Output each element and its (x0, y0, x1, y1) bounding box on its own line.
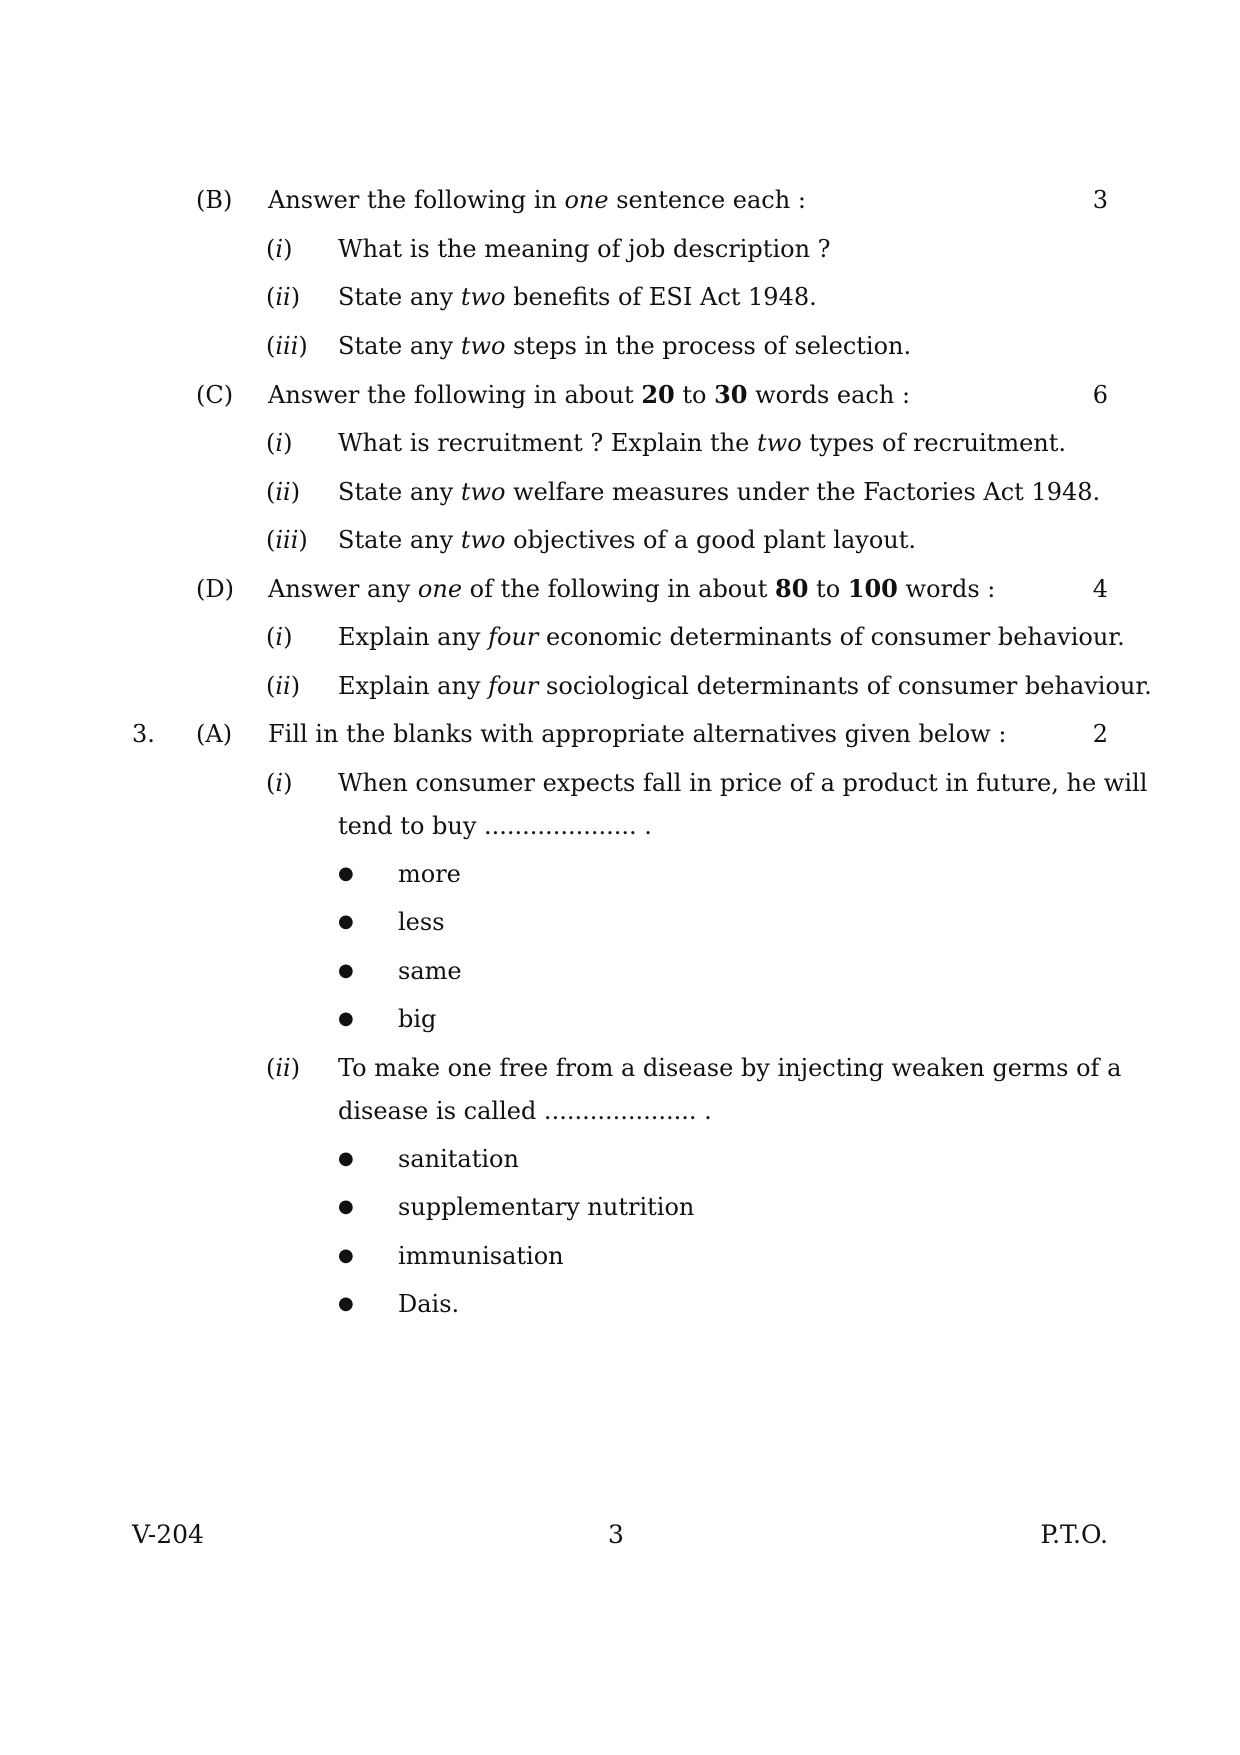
item-text: Explain any four sociological determinants of consumer behaviour. (338, 672, 1152, 700)
section-stem: Fill in the blanks with appropriate alternatives given below : (268, 720, 1007, 748)
option-item (0, 1236, 1240, 1276)
question-item (0, 229, 1240, 269)
item-text: When consumer expects fall in price of a product in future, he will (338, 769, 1148, 797)
option-item (0, 1187, 1240, 1227)
section-stem: Answer the following in one sentence each : (268, 186, 806, 214)
option-item (0, 951, 1240, 991)
bullet-icon: ● (338, 911, 354, 932)
section-label: (A) (196, 720, 233, 748)
question-number: 3. (132, 720, 155, 748)
bullet-icon: ● (338, 1293, 354, 1314)
item-label: (i) (266, 429, 293, 457)
paper-code: V-204 (132, 1520, 204, 1549)
option-text: same (398, 957, 462, 985)
question-item (0, 666, 1240, 706)
option-text: Dais. (398, 1290, 460, 1318)
option-text: more (398, 860, 461, 888)
option-text: big (398, 1005, 437, 1033)
marks: 4 (1092, 575, 1108, 603)
marks: 3 (1092, 186, 1108, 214)
item-text: State any two objectives of a good plant layout. (338, 526, 917, 554)
section-label: (D) (196, 575, 234, 603)
option-item (0, 1284, 1240, 1324)
item-label: (iii) (266, 526, 308, 554)
item-label: (ii) (266, 478, 301, 506)
section-label: (B) (196, 186, 233, 214)
question-item (0, 617, 1240, 657)
question-item-continuation (0, 806, 1240, 846)
bullet-icon: ● (338, 1245, 354, 1266)
item-label: (i) (266, 769, 293, 797)
page-number: 3 (608, 1520, 624, 1549)
section-stem: Answer the following in about 20 to 30 words each : (268, 380, 911, 409)
item-text: What is recruitment ? Explain the two types of recruitment. (338, 429, 1067, 457)
section-stem: Answer any one of the following in about 80 to 100 words : (268, 574, 996, 603)
marks: 6 (1092, 381, 1108, 409)
option-text: sanitation (398, 1145, 519, 1173)
item-label: (ii) (266, 1054, 301, 1082)
option-text: immunisation (398, 1242, 564, 1270)
item-label: (i) (266, 235, 293, 263)
bullet-icon: ● (338, 960, 354, 981)
item-label: (ii) (266, 283, 301, 311)
option-item (0, 999, 1240, 1039)
question-item (0, 277, 1240, 317)
section-label: (C) (196, 381, 234, 409)
item-label: (ii) (266, 672, 301, 700)
section-b-heading (0, 180, 1240, 220)
item-text: disease is called .................... . (338, 1097, 712, 1125)
question-item (0, 520, 1240, 560)
item-label: (i) (266, 623, 293, 651)
item-text: To make one free from a disease by injecting weaken germs of a (338, 1054, 1122, 1082)
section-d-heading (0, 569, 1240, 609)
bullet-icon: ● (338, 1148, 354, 1169)
option-text: less (398, 908, 445, 936)
question-item (0, 472, 1240, 512)
bullet-icon: ● (338, 863, 354, 884)
question-item-continuation (0, 1091, 1240, 1131)
item-text: What is the meaning of job description ? (338, 235, 831, 263)
item-text: Explain any four economic determinants of consumer behaviour. (338, 623, 1125, 651)
item-text: State any two welfare measures under the Factories Act 1948. (338, 478, 1101, 506)
bullet-icon: ● (338, 1008, 354, 1029)
option-item (0, 854, 1240, 894)
section-c-heading (0, 375, 1240, 415)
question-item (0, 423, 1240, 463)
question-item (0, 1048, 1240, 1088)
item-text: State any two benefits of ESI Act 1948. (338, 283, 817, 311)
pto-label: P.T.O. (1040, 1520, 1108, 1549)
item-text: tend to buy .................... . (338, 812, 652, 840)
question-3-heading (0, 714, 1240, 754)
question-item (0, 326, 1240, 366)
option-item (0, 1139, 1240, 1179)
option-item (0, 902, 1240, 942)
marks: 2 (1092, 720, 1108, 748)
item-label: (iii) (266, 332, 308, 360)
option-text: supplementary nutrition (398, 1193, 695, 1221)
question-item (0, 763, 1240, 803)
item-text: State any two steps in the process of selection. (338, 332, 912, 360)
bullet-icon: ● (338, 1196, 354, 1217)
